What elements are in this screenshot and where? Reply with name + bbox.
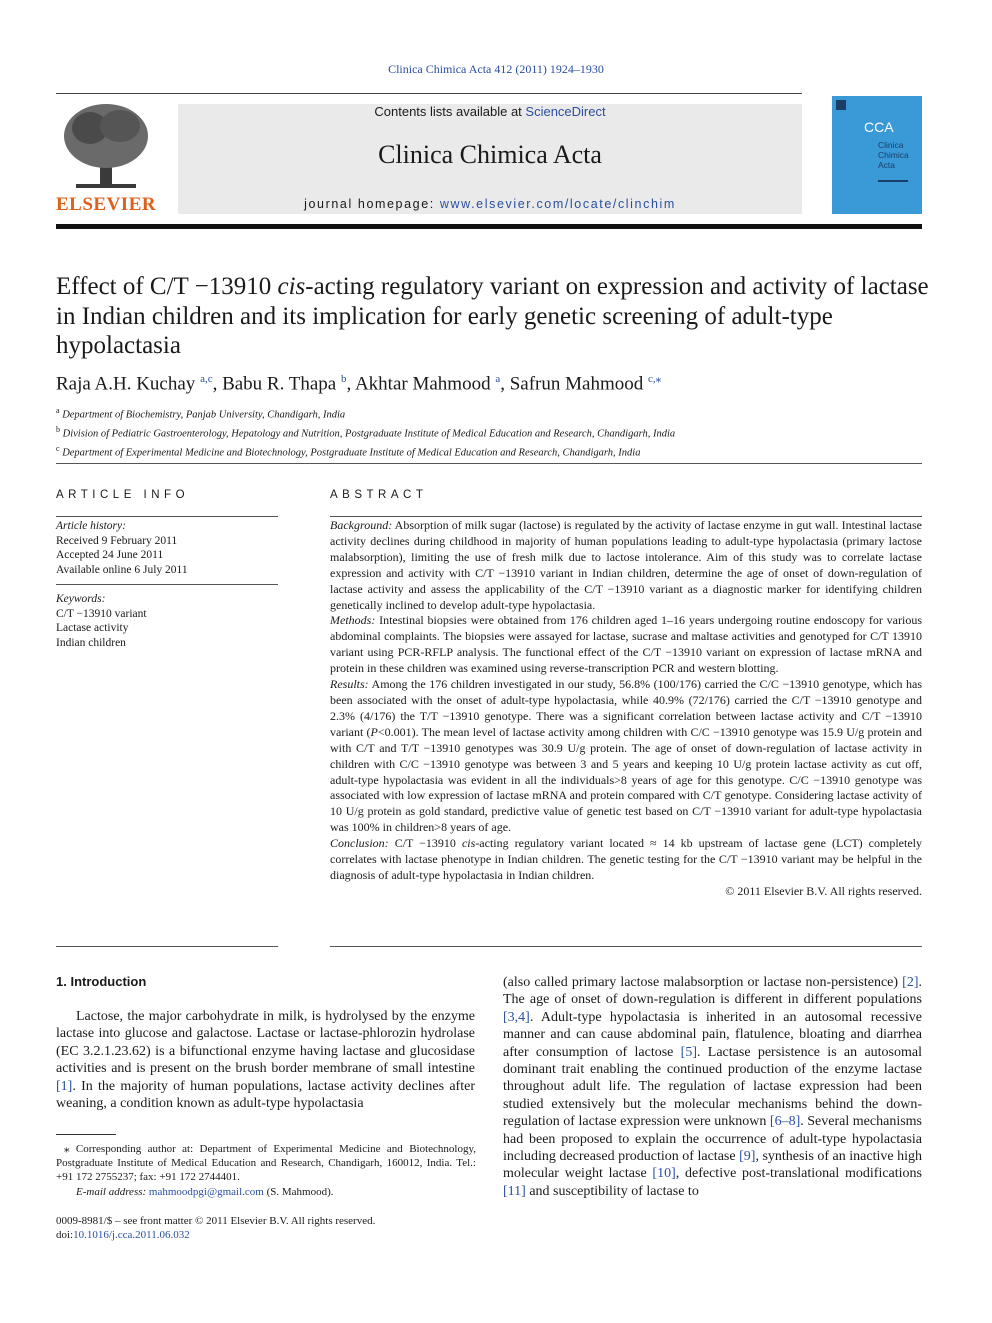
ref-link[interactable]: [2] xyxy=(902,975,919,990)
cover-title: Clinica Chimica Acta xyxy=(878,140,909,170)
keyword: C/T −13910 variant xyxy=(56,607,147,620)
svg-text:CCA: CCA xyxy=(864,119,894,135)
front-matter: 0009-8981/$ – see front matter © 2011 Elsevier B.V. All rights reserved. doi:10.1016/j.cca.2011.06.032 xyxy=(56,1215,376,1242)
journal-cover-image[interactable] xyxy=(832,96,922,214)
ref-link[interactable]: [9] xyxy=(739,1149,756,1165)
header-rule xyxy=(56,93,802,94)
abstract-rule xyxy=(330,516,922,517)
ref-link[interactable]: [1] xyxy=(56,1078,73,1094)
homepage-link[interactable]: www.elsevier.com/locate/clinchim xyxy=(439,197,676,211)
affiliations xyxy=(56,404,675,461)
journal-homepage: journal homepage: www.elsevier.com/locate/clinchim xyxy=(304,197,676,211)
author-name: Akhtar Mahmood xyxy=(354,373,491,395)
intro-right-column: (also called primary lactose malabsorption or lactase non-persistence) [2]. The age of onset of down-regulation is different in different populations [3,4]. Adult-type hypolactasia is inherited in an autosomal recessive manner and can cause abdominal pain, flatulence, bloating and diarrhea after consumption of lactose [5]. Lactase persistence is an autosomal dominant trait enabling the continued production of the enzyme lactase throughout adult life. The regulation of lactase expression had been studied extensively but the molecular mechanisms behind the down-regulation of lactase expression were unknown [6–8]. Several mechanisms had been proposed to explain the occurrence of adult-type hypolactasia including decreased production of lactase [9], synthesis of an inactive high molecular weight lactase [10], defective post-translational modifications [11] and susceptibility of lactase to xyxy=(503,975,922,1199)
keyword: Indian children xyxy=(56,636,126,649)
keywords: Keywords: C/T −13910 variant Lactase activity Indian children xyxy=(56,593,147,649)
article-info-bottom-rule xyxy=(56,946,278,947)
elsevier-logo-text: ELSEVIER xyxy=(56,194,157,215)
citation-link[interactable]: Clinica Chimica Acta 412 (2011) 1924–1930 xyxy=(388,62,604,76)
abstract-heading: ABSTRACT xyxy=(330,489,428,501)
abstract-background: Background: Absorption of milk sugar (lactose) is regulated by the activity of lactase enzyme in gut wall. Intestinal lactase activity declines during childhood in majority of human populations leading to adult-type hypolactasia (primary lactose malabsorption), limiting the use of fresh milk due to lactose intolerance. Aim of this study was to correlate lactase expression and activity with C/T −13910 variant in Indian children, determine the age of onset of down-regulation of lactase activity and assess the applicability of the C/T −13910 variant as a diagnostic marker for identifying children genetically inclined to develop adult-type hypolactasia. xyxy=(330,518,922,612)
article-title: Effect of C/T −13910 cis-acting regulatory variant on expression and activity of lactase in Indian children and its implication for early genetic screening of adult-type hypolactasia xyxy=(56,273,929,359)
journal-name: Clinica Chimica Acta xyxy=(378,140,602,169)
ref-link[interactable]: [5] xyxy=(680,1044,697,1060)
author-name: Safrun Mahmood xyxy=(509,373,644,395)
author-list: Raja A.H. Kuchay $^{a,c}$, Babu R. Thapa $^b$, Akhtar Mahmood $^a$, Safrun Mahmood $^{c,⁎}$ xyxy=(56,373,662,395)
abstract-methods: Methods: Intestinal biopsies were obtained from 176 children aged 1–16 years undergoing routine endoscopy for various abdominal complaints. The biopsies were assayed for lactase, sucrase and maltase activities and genotyped for C/T 13910 variant using PCR-RFLP analysis. The functional effect of the C/T −13910 variant on expression of lactase mRNA and protein in these children was examined using reverse-transcription PCR and western blotting. xyxy=(330,613,922,676)
affiliation-c: $^c$ Department of Experimental Medicine and Biotechnology, Postgraduate Institute of Medical Education and Research, Chandigarh, India xyxy=(56,444,641,459)
author-affil-link[interactable]: b xyxy=(341,373,347,385)
introduction-heading: 1. Introduction xyxy=(56,974,147,989)
email-link[interactable]: mahmoodpgi@gmail.com xyxy=(148,1185,264,1198)
corresponding-author-footnote: ⁎ Corresponding author at: Department of Experimental Medicine and Biotechnology, Postgraduate Institute of Medical Education and Research, Chandigarh, 160012, India. Tel.: +91 172 2755237; fax: +91 172 2744401. E-mail address: mahmoodpgi@gmail.com (S. Mahmood). xyxy=(56,1143,476,1198)
keyword: Lactase activity xyxy=(56,622,129,634)
author-affil-link[interactable]: a,c xyxy=(200,373,213,385)
ref-link[interactable]: [6–8] xyxy=(769,1114,801,1130)
header-thick-rule xyxy=(56,224,922,229)
article-history: Article history: Received 9 February 2011 Accepted 24 June 2011 Available online 6 July 2011 xyxy=(56,520,188,576)
affiliation-b: $^b$ Division of Pediatric Gastroenterology, Hepatology and Nutrition, Postgraduate Institute of Medical Education and Research, Chandigarh, India xyxy=(56,425,676,440)
ref-link[interactable]: [10] xyxy=(652,1166,676,1182)
footnote-rule xyxy=(56,1134,116,1135)
author-affil-link[interactable]: c,⁎ xyxy=(647,373,662,385)
author-name: Raja A.H. Kuchay xyxy=(56,373,196,395)
affiliation-a: $^a$ Department of Biochemistry, Panjab University, Chandigarh, India xyxy=(56,406,346,421)
author-affil-link[interactable]: a xyxy=(495,373,501,385)
abstract-results: Results: Among the 176 children investigated in our study, 56.8% (100/176) carried the C/C −13910 genotype, which has been associated with the onset of adult-type hypolactasia, while 40.9% (72/176) carried the C/T −13910 genotype and 2.3% (4/176) the T/T −13910 genotype. There was a significant correlation between lactase activity and C/T −13910 variant (P<0.001). The mean level of lactase activity among children with C/C −13910 genotype was 15.9 U/g protein and with C/T and T/T −13910 genotypes was 30.9 U/g protein. The age of onset of down-regulation of lactase activity in children with C/C −13910 genotype was between 3 and 5 years and keeping 10 U/g protein lactase activity as cut off, adult-type hypolactasia was evident in all the individuals>8 years of age for this genotype. C/C −13910 genotype was associated with low expression of lactase mRNA and protein compared with C/T genotype. Considering lactase activity of 10 U/g protein as gold standard, predictive value of genetic test based on C/T −13910 variant for adult-type hypolactasia was 100% in children>8 years of age. xyxy=(330,677,922,835)
abstract-body xyxy=(330,518,922,900)
ref-link[interactable]: [3,4] xyxy=(503,1009,530,1025)
keywords-rule xyxy=(56,584,278,585)
ref-link[interactable]: [11] xyxy=(503,1183,526,1199)
author-name: Babu R. Thapa xyxy=(222,373,337,395)
doi-link[interactable]: 10.1016/j.cca.2011.06.032 xyxy=(73,1229,190,1242)
copyright: © 2011 Elsevier B.V. All rights reserved. xyxy=(725,883,922,898)
abstract-conclusion: Conclusion: C/T −13910 cis-acting regulatory variant located ≈ 14 kb upstream of lactase gene (LCT) completely correlates with lactase phenotype in Indian children. The genetic testing for the C/T −13910 variant may be helpful in the diagnosis of adult-type hypolactasia in Indian children. xyxy=(330,836,923,882)
contents-availability: Contents lists available at ScienceDirect xyxy=(374,104,606,119)
article-info-rule xyxy=(56,516,278,517)
section-rule xyxy=(56,463,922,464)
intro-left-column: Lactose, the major carbohydrate in milk, is hydrolysed by the enzyme lactase into glucose and galactose. Lactase or lactase-phlorozin hydrolase (EC 3.2.1.23.62) is a bifunctional enzyme having lactase and glucosidase activities and is present on the brush border membrane of small intestine [1]. In the majority of human populations, lactase activity declines after weaning, a condition known as adult-type hypolactasia xyxy=(56,1009,475,1112)
abstract-bottom-rule xyxy=(330,946,922,947)
sciencedirect-link[interactable]: ScienceDirect xyxy=(525,104,606,119)
article-info-heading: ARTICLE INFO xyxy=(56,489,190,501)
